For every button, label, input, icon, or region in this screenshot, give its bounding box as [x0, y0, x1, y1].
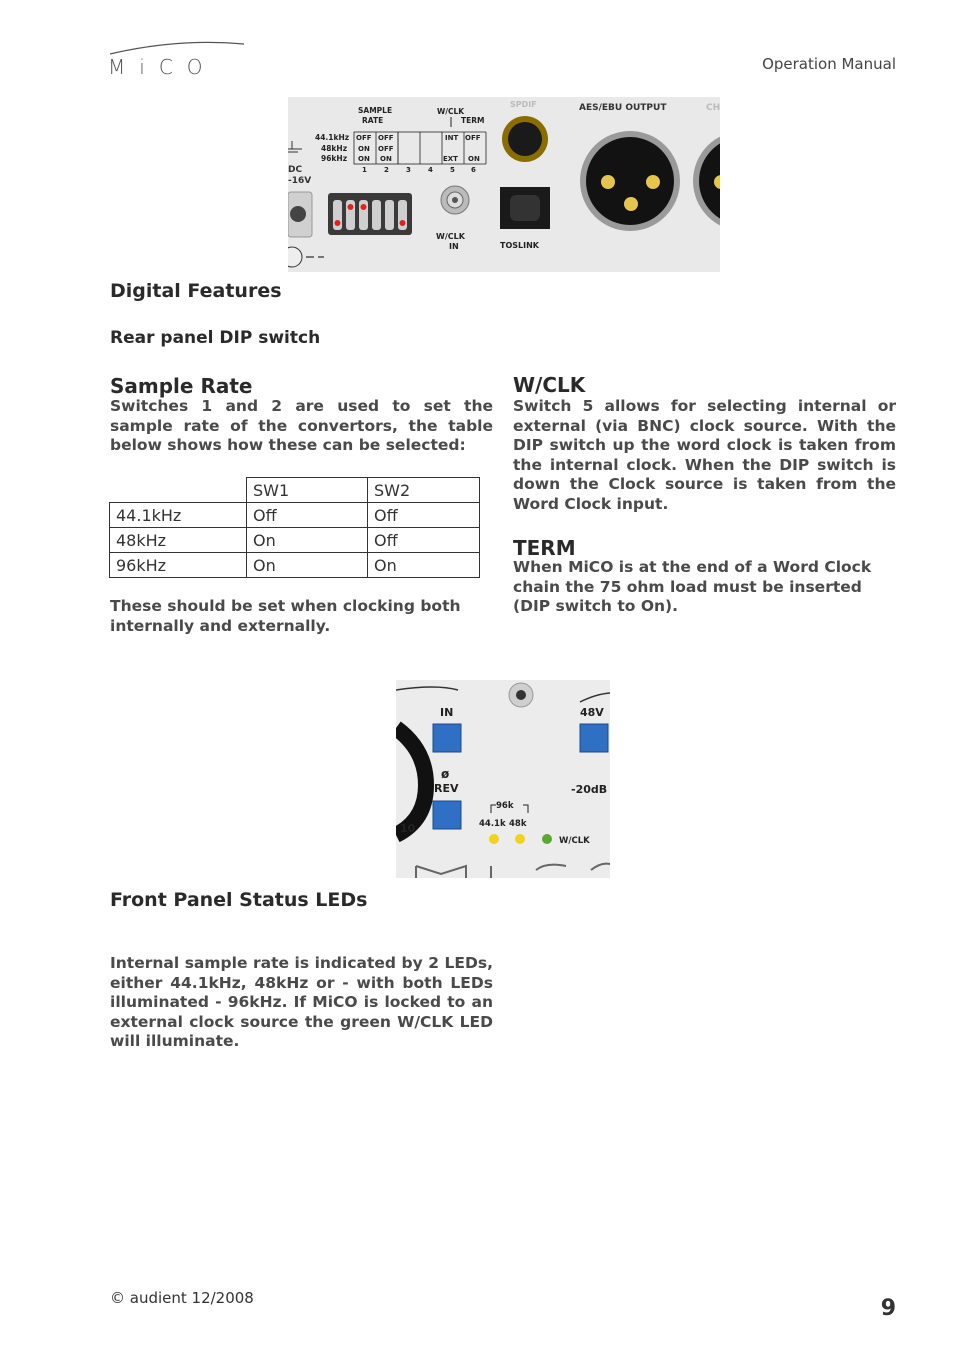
front-label-48v: 48V — [580, 706, 604, 719]
rear-on-4: ON — [468, 155, 480, 163]
rear-num-6: 6 — [471, 166, 476, 174]
rear-label-aes: AES/EBU OUTPUT — [579, 103, 667, 113]
table-cell-sw2: Off — [368, 503, 480, 528]
front-label-10: 10 — [400, 822, 416, 835]
rear-dc: DC — [288, 165, 303, 175]
digital-features-heading: Digital Features — [110, 280, 282, 302]
mico-logo — [108, 40, 248, 80]
led-441k — [489, 834, 499, 844]
table-header-sw1: SW1 — [247, 478, 368, 503]
logo-text: MiCO — [108, 55, 217, 79]
rear-num-3: 3 — [406, 166, 411, 174]
48v-button — [580, 724, 608, 752]
rear-dip-heading: Rear panel DIP switch — [110, 328, 321, 348]
table-cell-sw2: On — [368, 553, 480, 578]
term-body: When MiCO is at the end of a Word Clock chain the 75 ohm load must be inserted (DIP switch to On). — [513, 558, 872, 615]
table-cell-sw1: Off — [247, 503, 368, 528]
rear-label-spdif: SPDIF — [510, 100, 537, 109]
front-panel-image — [396, 680, 610, 878]
rear-on-2: ON — [358, 155, 370, 163]
rear-label-96: 96kHz — [321, 154, 348, 163]
copyright: © audient 12/2008 — [110, 1289, 254, 1307]
sample-rate-heading: Sample Rate — [110, 374, 253, 398]
front-leds-body: Internal sample rate is indicated by 2 LEDs, either 44.1kHz, 48kHz or - with both LEDs illuminated - 96kHz. If MiCO is locked to an external clock source the green W/CLK LED will illuminate. — [110, 954, 493, 1050]
wclk-body: Switch 5 allows for selecting internal or external (via BNC) clock source. With the DIP switch up the word clock is taken from the internal clock. When the DIP switch is down the Clock source is taken from the Word Clock input. — [513, 397, 896, 513]
rear-num-4: 4 — [428, 166, 433, 174]
phase-icon: ø — [441, 767, 450, 781]
manual-label: Operation Manual — [762, 55, 896, 73]
rear-off-1: OFF — [356, 134, 372, 142]
page-number: 9 — [880, 1296, 896, 1321]
rear-16v: -16V — [288, 176, 312, 186]
rear-wclk-in-1: W/CLK — [436, 232, 465, 241]
front-label-20db: -20dB — [571, 783, 608, 796]
sample-rate-note: These should be set when clocking both internally and externally. — [110, 597, 461, 635]
table-row — [110, 503, 480, 528]
table-cell-rate: 48kHz — [110, 528, 247, 553]
front-label-441k: 44.1k — [479, 819, 506, 829]
table-row — [110, 528, 480, 553]
led-48k — [515, 834, 525, 844]
rear-toslink: TOSLINK — [500, 241, 539, 250]
table-row — [110, 553, 480, 578]
rear-label-term: TERM — [461, 116, 485, 125]
rev-button — [433, 801, 461, 829]
rear-off-2: OFF — [378, 134, 394, 142]
table-header-sw2: SW2 — [368, 478, 480, 503]
rear-label-48: 48kHz — [321, 144, 348, 153]
led-wclk — [542, 834, 552, 844]
rear-label-441: 44.1kHz — [315, 133, 350, 142]
wclk-heading: W/CLK — [513, 373, 586, 397]
rear-num-2: 2 — [384, 166, 389, 174]
front-label-48k: 48k — [509, 819, 527, 829]
table-cell-sw1: On — [247, 528, 368, 553]
rear-num-5: 5 — [450, 166, 455, 174]
sample-rate-table — [109, 477, 480, 578]
rear-ext: EXT — [443, 155, 458, 163]
sample-rate-body: Switches 1 and 2 are used to set the sample rate of the convertors, the table below shows how these can be selected: — [110, 397, 493, 454]
front-label-wclk: W/CLK — [559, 836, 590, 846]
rear-on-1: ON — [358, 145, 370, 153]
table-header-row — [110, 478, 480, 503]
table-cell-sw2: Off — [368, 528, 480, 553]
rear-on-3: ON — [380, 155, 392, 163]
front-label-96k: 96k — [496, 801, 514, 811]
front-label-rev: REV — [434, 782, 459, 795]
rear-panel-image — [288, 97, 720, 272]
rear-num-1: 1 — [362, 166, 367, 174]
table-cell-rate: 96kHz — [110, 553, 247, 578]
rear-label-wclk: W/CLK — [437, 107, 465, 116]
rear-label-rate: RATE — [362, 116, 384, 125]
front-label-in: IN — [440, 706, 454, 719]
rear-label-ch: CH — [706, 103, 720, 113]
front-leds-heading: Front Panel Status LEDs — [110, 889, 368, 911]
rear-int: INT — [445, 134, 459, 142]
in-button — [433, 724, 461, 752]
rear-label-sample: SAMPLE — [358, 106, 393, 115]
rear-off-4: OFF — [465, 134, 481, 142]
term-heading: TERM — [513, 536, 576, 560]
rear-wclk-in-2: IN — [449, 242, 459, 251]
table-cell-rate: 44.1kHz — [110, 503, 247, 528]
rear-off-3: OFF — [378, 145, 394, 153]
table-cell-sw1: On — [247, 553, 368, 578]
